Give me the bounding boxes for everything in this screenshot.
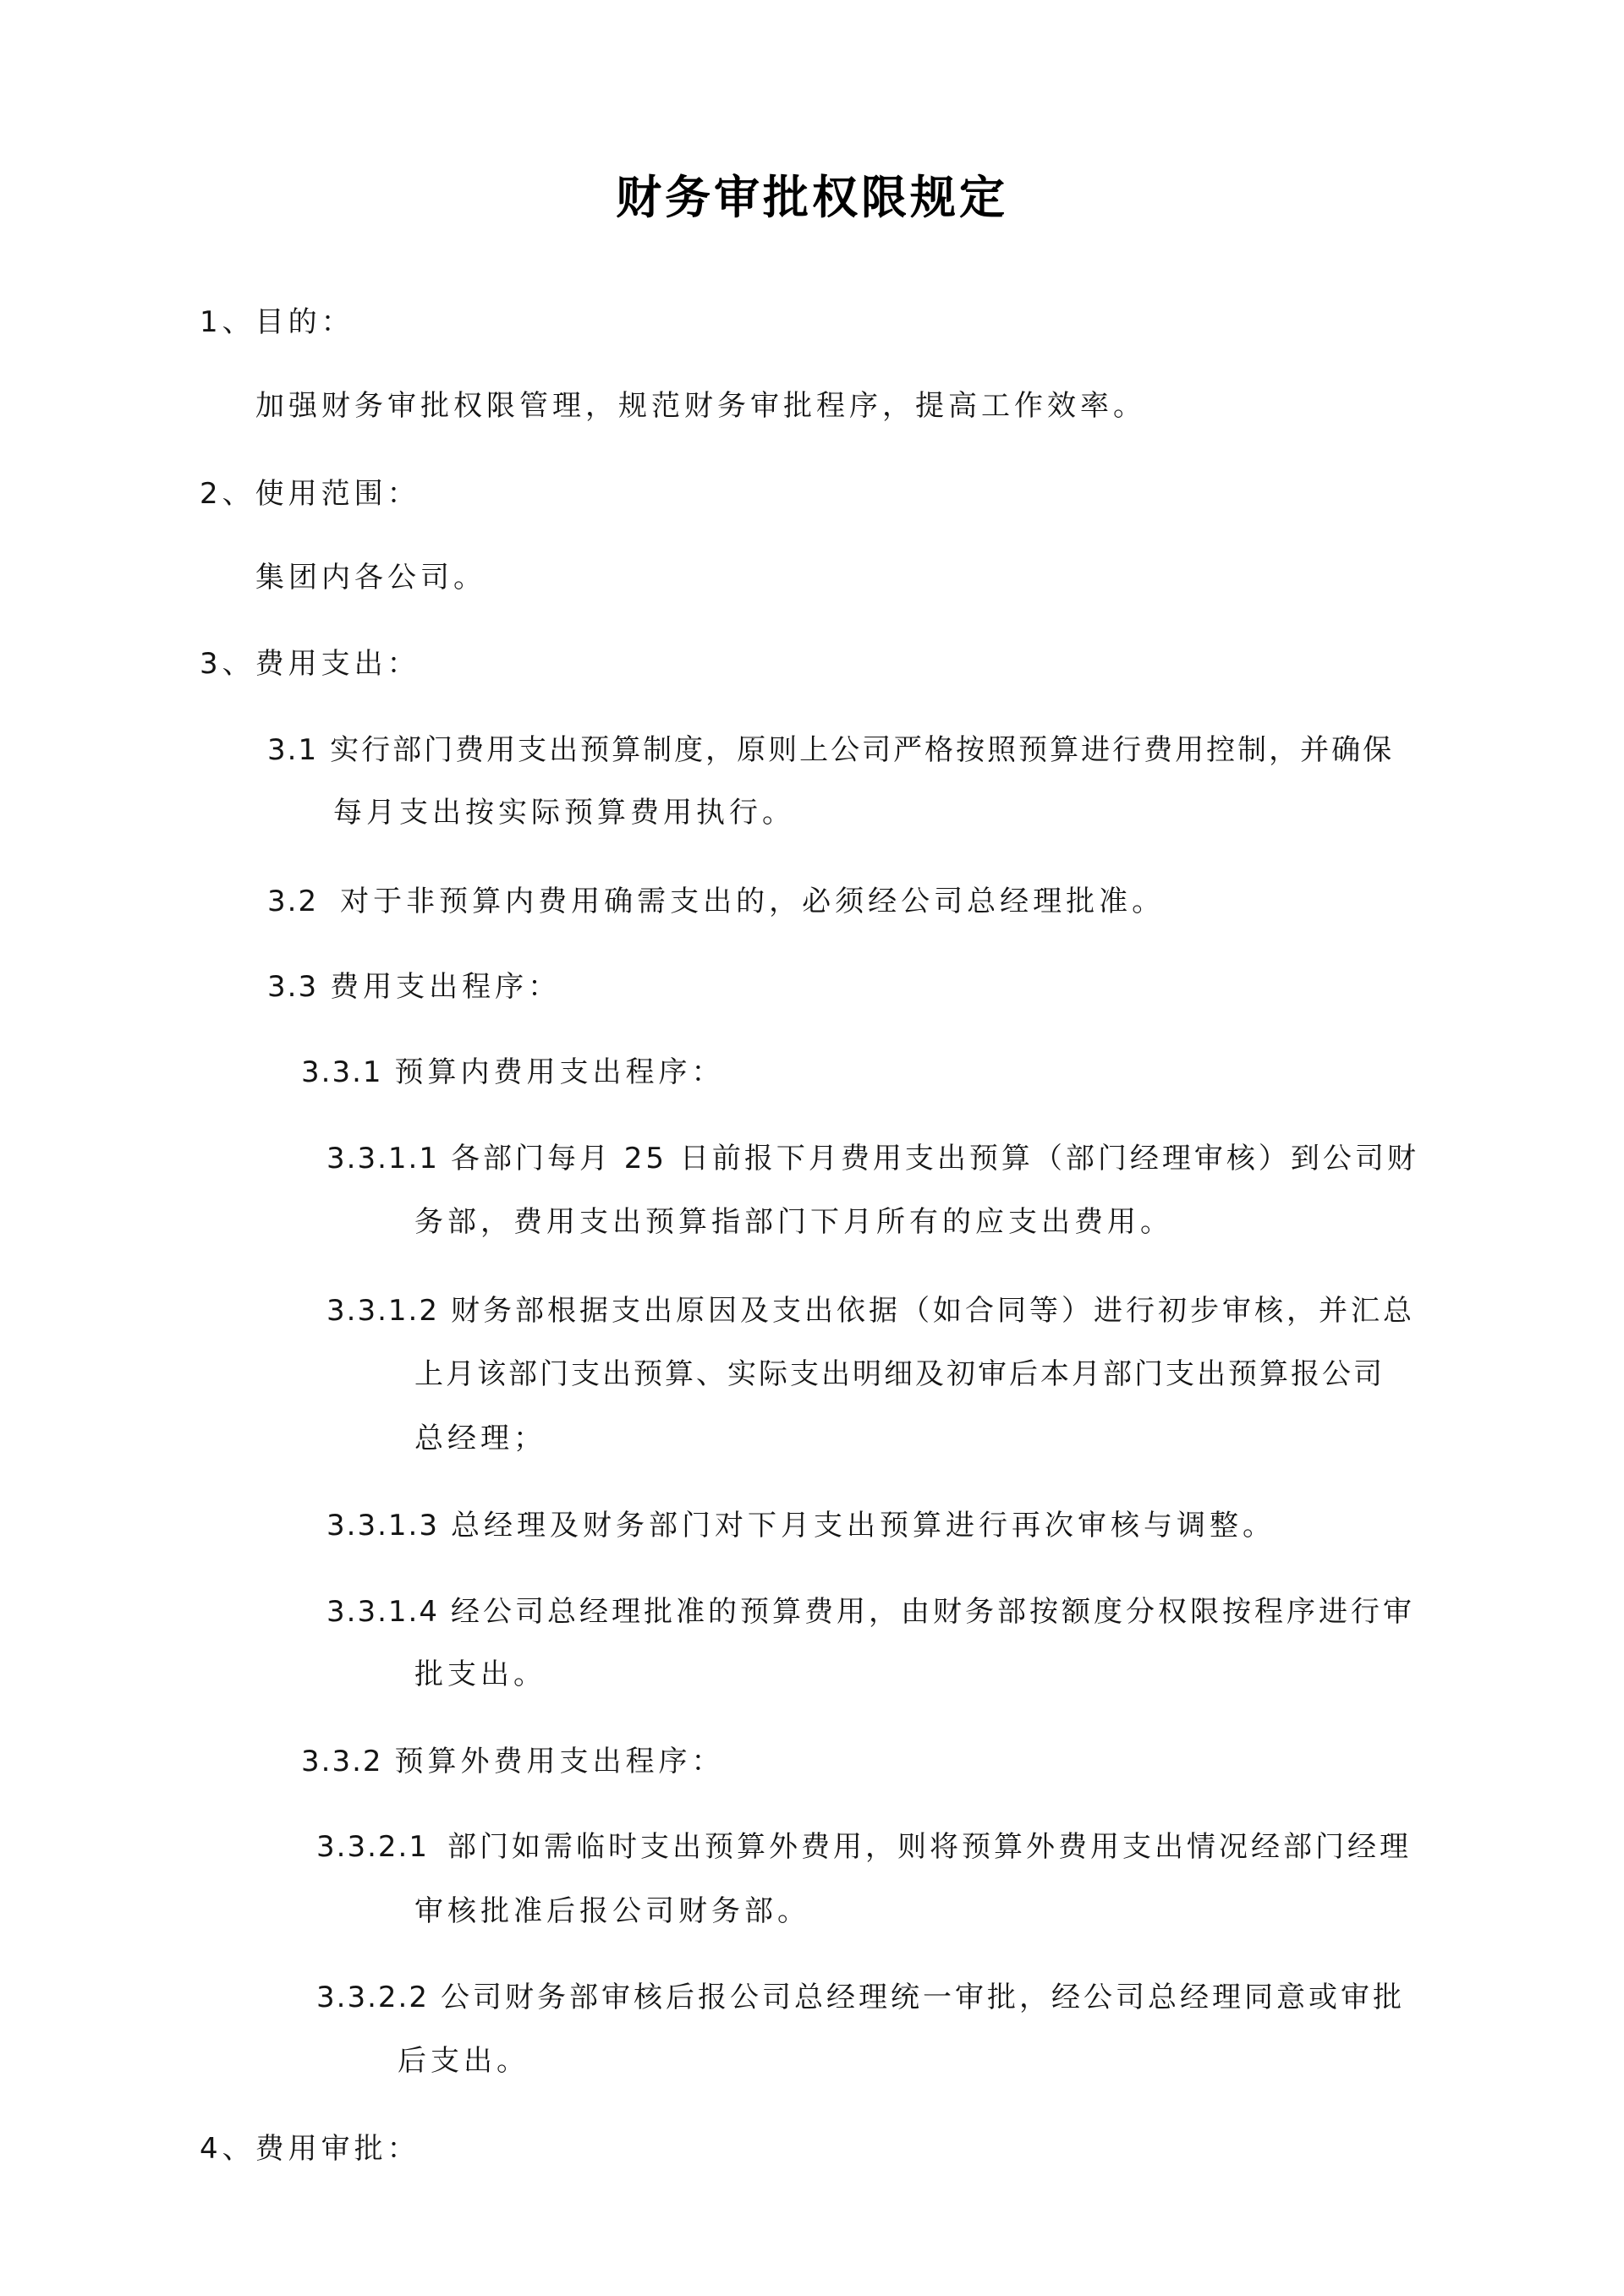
clause-number: 3.3 bbox=[267, 970, 319, 1004]
clause-number: 3.3.2.2 bbox=[316, 1981, 429, 2014]
clause-3-3-1-2-line-1 bbox=[326, 1291, 1415, 1330]
section-4-heading: 4、费用审批： bbox=[200, 2132, 420, 2166]
clause-text: 公司财务部审核后报公司总经理统一审批，经公司总经理同意或审批 bbox=[440, 1981, 1405, 2014]
section-1-heading: 1、目的： bbox=[200, 305, 354, 339]
section-2-body: 集团内各公司。 bbox=[255, 561, 486, 595]
section-2-heading: 2、使用范围： bbox=[200, 477, 420, 511]
clause-3-2 bbox=[267, 882, 1165, 921]
clause-3-3-2-2-line-1 bbox=[316, 1978, 1405, 2017]
clause-text: 实行部门费用支出预算制度，原则上公司严格按照预算进行费用控制，并确保 bbox=[330, 733, 1395, 767]
clause-number: 3.3.2 bbox=[301, 1745, 383, 1778]
clause-3-3-2 bbox=[301, 1742, 725, 1781]
clause-number: 3.2 bbox=[267, 885, 319, 918]
clause-3-3-1-1-line-1 bbox=[326, 1139, 1419, 1178]
clause-3-3-1-4-line-1 bbox=[326, 1592, 1415, 1631]
clause-number: 3.3.1.2 bbox=[326, 1294, 439, 1328]
clause-text: 对于非预算内费用确需支出的，必须经公司总经理批准。 bbox=[340, 885, 1166, 918]
clause-3-3-1-1-line-2: 务部，费用支出预算指部门下月所有的应支出费用。 bbox=[414, 1205, 1173, 1239]
clause-3-3 bbox=[267, 967, 561, 1006]
clause-3-3-2-2-line-2: 后支出。 bbox=[398, 2044, 529, 2078]
clause-text: 费用支出程序： bbox=[330, 970, 562, 1004]
clause-text: 各部门每月 25 日前报下月费用支出预算（部门经理审核）到公司财 bbox=[450, 1142, 1419, 1175]
section-3-heading: 3、费用支出： bbox=[200, 647, 420, 681]
clause-3-3-1-2-line-2: 上月该部门支出预算、实际支出明细及初审后本月部门支出预算报公司 bbox=[414, 1357, 1385, 1391]
clause-3-1-line-1 bbox=[267, 731, 1394, 770]
clause-3-1-line-2: 每月支出按实际预算费用执行。 bbox=[333, 796, 795, 830]
clause-number: 3.3.2.1 bbox=[316, 1830, 429, 1864]
document-title: 财务审批权限规定 bbox=[616, 170, 1008, 224]
clause-3-3-2-1-line-1 bbox=[316, 1827, 1412, 1866]
clause-text: 经公司总经理批准的预算费用，由财务部按额度分权限按程序进行审 bbox=[450, 1595, 1415, 1629]
clause-text: 预算内费用支出程序： bbox=[394, 1055, 725, 1089]
clause-3-3-1 bbox=[301, 1053, 725, 1092]
section-1-body: 加强财务审批权限管理，规范财务审批程序，提高工作效率。 bbox=[255, 389, 1146, 423]
clause-number: 3.3.1 bbox=[301, 1055, 383, 1089]
clause-text: 部门如需临时支出预算外费用，则将预算外费用支出情况经部门经理 bbox=[447, 1830, 1412, 1864]
clause-number: 3.3.1.3 bbox=[326, 1509, 439, 1543]
clause-number: 3.1 bbox=[267, 733, 319, 767]
clause-3-3-1-2-line-3: 总经理； bbox=[414, 1422, 546, 1455]
clause-3-3-2-1-line-2: 审核批准后报公司财务部。 bbox=[414, 1894, 810, 1928]
clause-3-3-1-3 bbox=[326, 1506, 1276, 1545]
clause-3-3-1-4-line-2: 批支出。 bbox=[414, 1658, 546, 1691]
clause-text: 财务部根据支出原因及支出依据（如合同等）进行初步审核，并汇总 bbox=[450, 1294, 1415, 1328]
clause-text: 总经理及财务部门对下月支出预算进行再次审核与调整。 bbox=[450, 1509, 1276, 1543]
clause-number: 3.3.1.1 bbox=[326, 1142, 439, 1175]
clause-text: 预算外费用支出程序： bbox=[394, 1745, 725, 1778]
clause-number: 3.3.1.4 bbox=[326, 1595, 439, 1629]
